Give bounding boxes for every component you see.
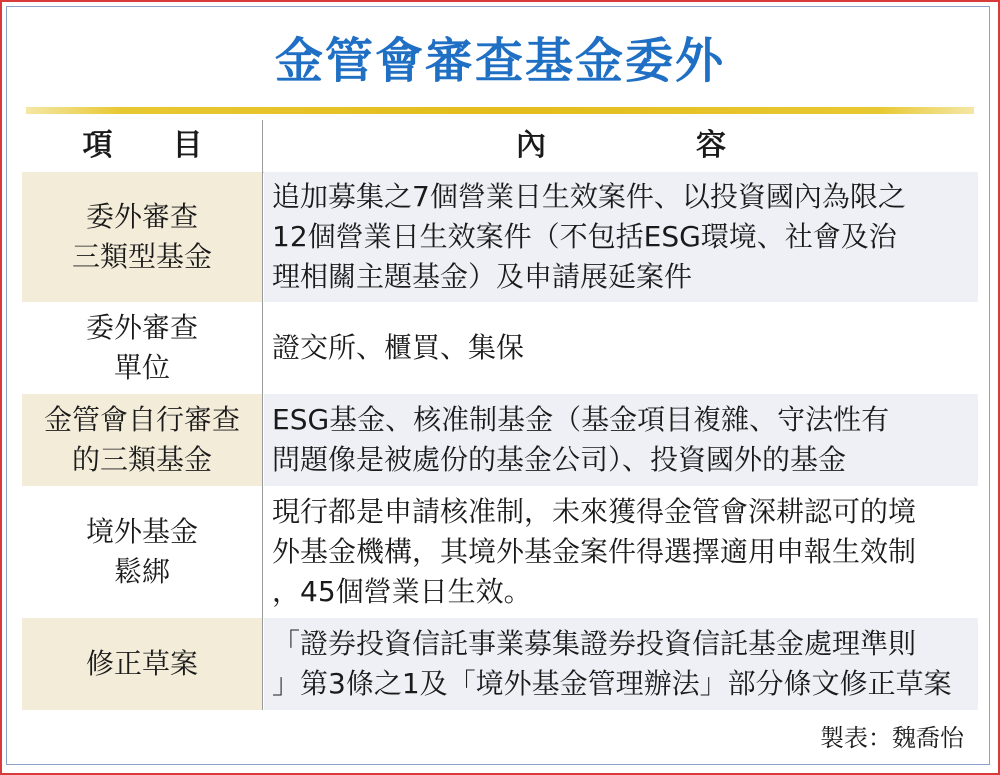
- column-divider: [262, 120, 263, 710]
- row-label: [22, 486, 262, 618]
- row-label: [22, 302, 262, 394]
- row-content-line: ，45個營業日生效。: [272, 575, 532, 608]
- row-content: [272, 486, 972, 618]
- row-label-line: 單位: [113, 351, 170, 384]
- row-content-line: 「證券投資信託事業募集證券投資信託基金處理準則: [272, 627, 917, 660]
- title-underline: [26, 107, 974, 114]
- row-content-line: 問題像是被處份的基金公司）、投資國外的基金: [272, 443, 847, 476]
- credit-line: 製表：魏喬怡: [820, 724, 964, 752]
- header-item: 項目: [82, 128, 263, 163]
- header-content: 內容: [516, 128, 876, 163]
- row-content-line: 12個營業日生效案件（不包括ESG環境、社會及治: [272, 220, 897, 253]
- row-label-line: 鬆綁: [113, 555, 170, 588]
- table-row: [22, 302, 978, 394]
- row-content-line: 」第3條之1及「境外基金管理辦法」部分條文修正草案: [272, 667, 952, 700]
- row-content-line: 外基金機構，其境外基金案件得選擇適用申報生效制: [272, 535, 917, 568]
- row-content-line: 追加募集之7個營業日生效案件、以投資國內為限之: [272, 180, 906, 213]
- row-label: [22, 172, 262, 302]
- row-label: [22, 394, 262, 486]
- summary-table: [22, 120, 978, 173]
- row-content-line: 理相關主題基金）及申請展延案件: [272, 260, 693, 293]
- row-label-line: 三類型基金: [71, 240, 212, 273]
- row-label: [22, 618, 262, 710]
- row-content: [272, 172, 972, 302]
- row-content: [272, 618, 972, 710]
- page-title: 金管會審查基金委外: [274, 33, 725, 89]
- table-row: [22, 618, 978, 710]
- row-label-line: 境外基金: [85, 515, 198, 548]
- row-content: [272, 394, 972, 486]
- row-content-line: ESG基金、核准制基金（基金項目複雜、守法性有: [272, 403, 890, 436]
- row-content-line: 現行都是申請核准制，未來獲得金管會深耕認可的境: [272, 495, 917, 528]
- row-label-line: 的三類基金: [71, 443, 212, 476]
- table-row: [22, 172, 978, 302]
- row-label-line: 金管會自行審查: [43, 403, 240, 436]
- row-label-line: 修正草案: [85, 647, 198, 680]
- table-row: [22, 486, 978, 618]
- table-row: [22, 394, 978, 486]
- row-content: [272, 302, 972, 394]
- row-content-line: 證交所、櫃買、集保: [272, 331, 525, 364]
- table-header: [22, 120, 978, 173]
- row-label-line: 委外審查: [85, 311, 198, 344]
- row-label-line: 委外審查: [85, 200, 198, 233]
